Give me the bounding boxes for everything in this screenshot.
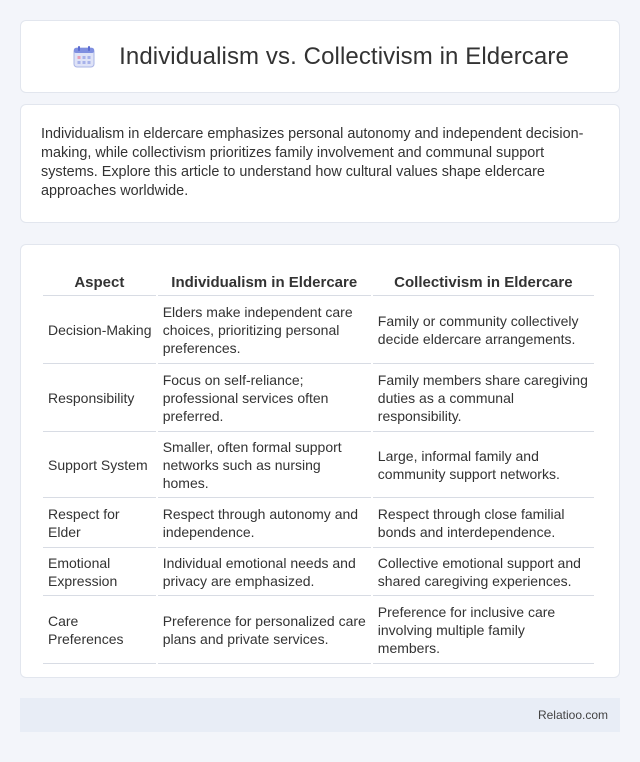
cell-individualism: Focus on self-reliance; professional services often preferred. [158, 364, 371, 432]
table-row [43, 432, 594, 498]
header-card [20, 20, 620, 93]
cell-aspect: Emotional Expression [43, 548, 156, 596]
table-row [43, 498, 594, 548]
cell-aspect: Decision-Making [43, 296, 156, 364]
header-collectivism: Collectivism in Eldercare [373, 265, 594, 296]
intro-card [20, 104, 620, 223]
cell-collectivism: Collective emotional support and shared caregiving experiences. [373, 548, 594, 596]
table-card [20, 244, 620, 678]
table-row [43, 364, 594, 432]
comparison-table [41, 265, 596, 664]
cell-aspect: Care Preferences [43, 596, 156, 664]
table-row [43, 596, 594, 664]
cell-collectivism: Preference for inclusive care involving multiple family members. [373, 596, 594, 664]
cell-individualism: Smaller, often formal support networks such as nursing homes. [158, 432, 371, 498]
cell-collectivism: Respect through close familial bonds and interdependence. [373, 498, 594, 548]
cell-collectivism: Family members share caregiving duties as a communal responsibility. [373, 364, 594, 432]
cell-collectivism: Large, informal family and community support networks. [373, 432, 594, 498]
cell-individualism: Elders make independent care choices, prioritizing personal preferences. [158, 296, 371, 364]
intro-text: Individualism in eldercare emphasizes personal autonomy and independent decision-making, while collectivism prioritizes family involvement and communal support systems. Explore this article to understand how cultural values shape eldercare approaches worldwide. [41, 126, 584, 199]
cell-individualism: Individual emotional needs and privacy are emphasized. [158, 548, 371, 596]
header-aspect: Aspect [43, 265, 156, 296]
table-row [43, 548, 594, 596]
page-title: Individualism vs. Collectivism in Eldercare [119, 42, 569, 70]
title-wrap [71, 43, 569, 71]
table-header-row [43, 265, 594, 296]
footer [20, 698, 620, 732]
cell-individualism: Preference for personalized care plans and private services. [158, 596, 371, 664]
cell-aspect: Responsibility [43, 364, 156, 432]
header-individualism: Individualism in Eldercare [158, 265, 371, 296]
table-row [43, 296, 594, 364]
calendar-icon [71, 44, 97, 70]
cell-collectivism: Family or community collectively decide eldercare arrangements. [373, 296, 594, 364]
cell-aspect: Respect for Elder [43, 498, 156, 548]
cell-individualism: Respect through autonomy and independence. [158, 498, 371, 548]
cell-aspect: Support System [43, 432, 156, 498]
footer-brand[interactable]: Relatioo.com [537, 708, 608, 722]
